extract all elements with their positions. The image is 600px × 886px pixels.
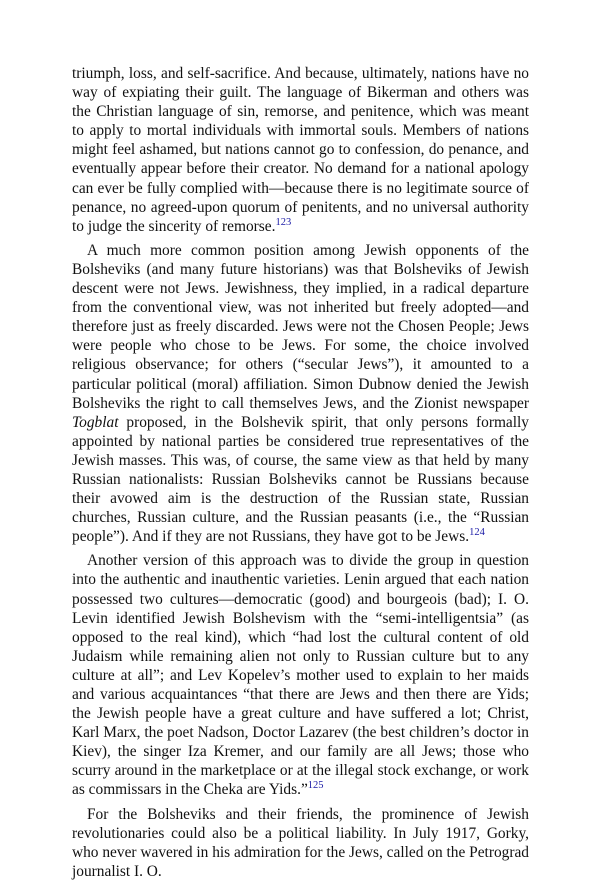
footnote-marker-123[interactable]: 123 — [275, 216, 292, 228]
paragraph-2-text-a: A much more common position among Jewish opponents of the Bolsheviks (and many future historians) was that Bolsheviks of Jewish descent were not Jews. Jewishness, they implied, in a radical departure from the conventional view, was not inherited but freely adopted—and therefore just as freely discarded. Jews were not the Chosen People; Jews were people who chose to be Jews. For some, the choice involved religious observance; for others (“secular Jews”), it amounted to a particular political (moral) affiliation. Simon Dubnow denied the Jewish Bolsheviks the right to call themselves Jews, and the Zionist newspaper — [72, 241, 529, 412]
paragraph-1-text: triumph, loss, and self-sacrifice. And because, ultimately, nations have no way of expiating their guilt. The language of Bikerman and others was the Christian language of sin, remorse, and penitence, which was meant to apply to mortal individuals with immortal souls. Members of nations might feel ashamed, but nations cannot go to confession, do penance, and eventually appear before their creator. No demand for a national apology can ever be fully complied with—because there is no legitimate source of penance, no agreed-upon quorum of penitents, and no universal authority to judge the sincerity of remorse. — [72, 65, 529, 235]
paragraph-2-text-b: proposed, in the Bolshevik spirit, that only persons formally appointed by national parties be considered true representatives of the Jewish masses. This was, of course, the same view as that held by many Russian nationalists: Russian Bolsheviks cannot be Russians because their avowed aim is the destruction of the Russian state, Russian churches, Russian culture, and the Russian peasants (i.e., the “Russian people”). And if they are not Russians, they have got to be Jews. — [72, 413, 529, 546]
book-page — [72, 64, 529, 886]
paragraph-3-text: Another version of this approach was to divide the group in question into the authentic and inauthentic varieties. Lenin argued that each nation possessed two cultures—democratic (good) and bourgeois (bad); I. O. Levin identified Jewish Bolshevism with the “semi-intelligentsia” (as opposed to the real kind), which “had lost the cultural content of old Judaism while remaining alien not only to Russian culture but to any culture at all”; and Lev Kopelev’s mother used to explain to her maids and various acquaintances “that there are Jews and then there are Yids; the Jewish people have a great culture and have suffered a lot; Christ, Karl Marx, the poet Nadson, Doctor Lazarev (the best children’s doctor in Kiev), the singer Iza Kremer, and our family are all Jews; those who scurry around in the marketplace or at the illegal stock exchange, or work as commissars in the Cheka are Yids.” — [72, 552, 529, 799]
footnote-marker-124[interactable]: 124 — [469, 527, 485, 539]
footnote-marker-125[interactable]: 125 — [307, 780, 324, 792]
newspaper-title: Togblat — [72, 413, 119, 431]
paragraph-1 — [72, 64, 529, 236]
paragraph-4 — [72, 805, 529, 881]
paragraph-4-text: For the Bolsheviks and their friends, the prominence of Jewish revolutionaries could also be a political liability. In July 1917, Gorky, who never wavered in his admiration for the Jews, called on the Petrograd journalist I. O. — [72, 805, 529, 880]
paragraph-3 — [72, 551, 529, 799]
paragraph-2 — [72, 241, 529, 547]
